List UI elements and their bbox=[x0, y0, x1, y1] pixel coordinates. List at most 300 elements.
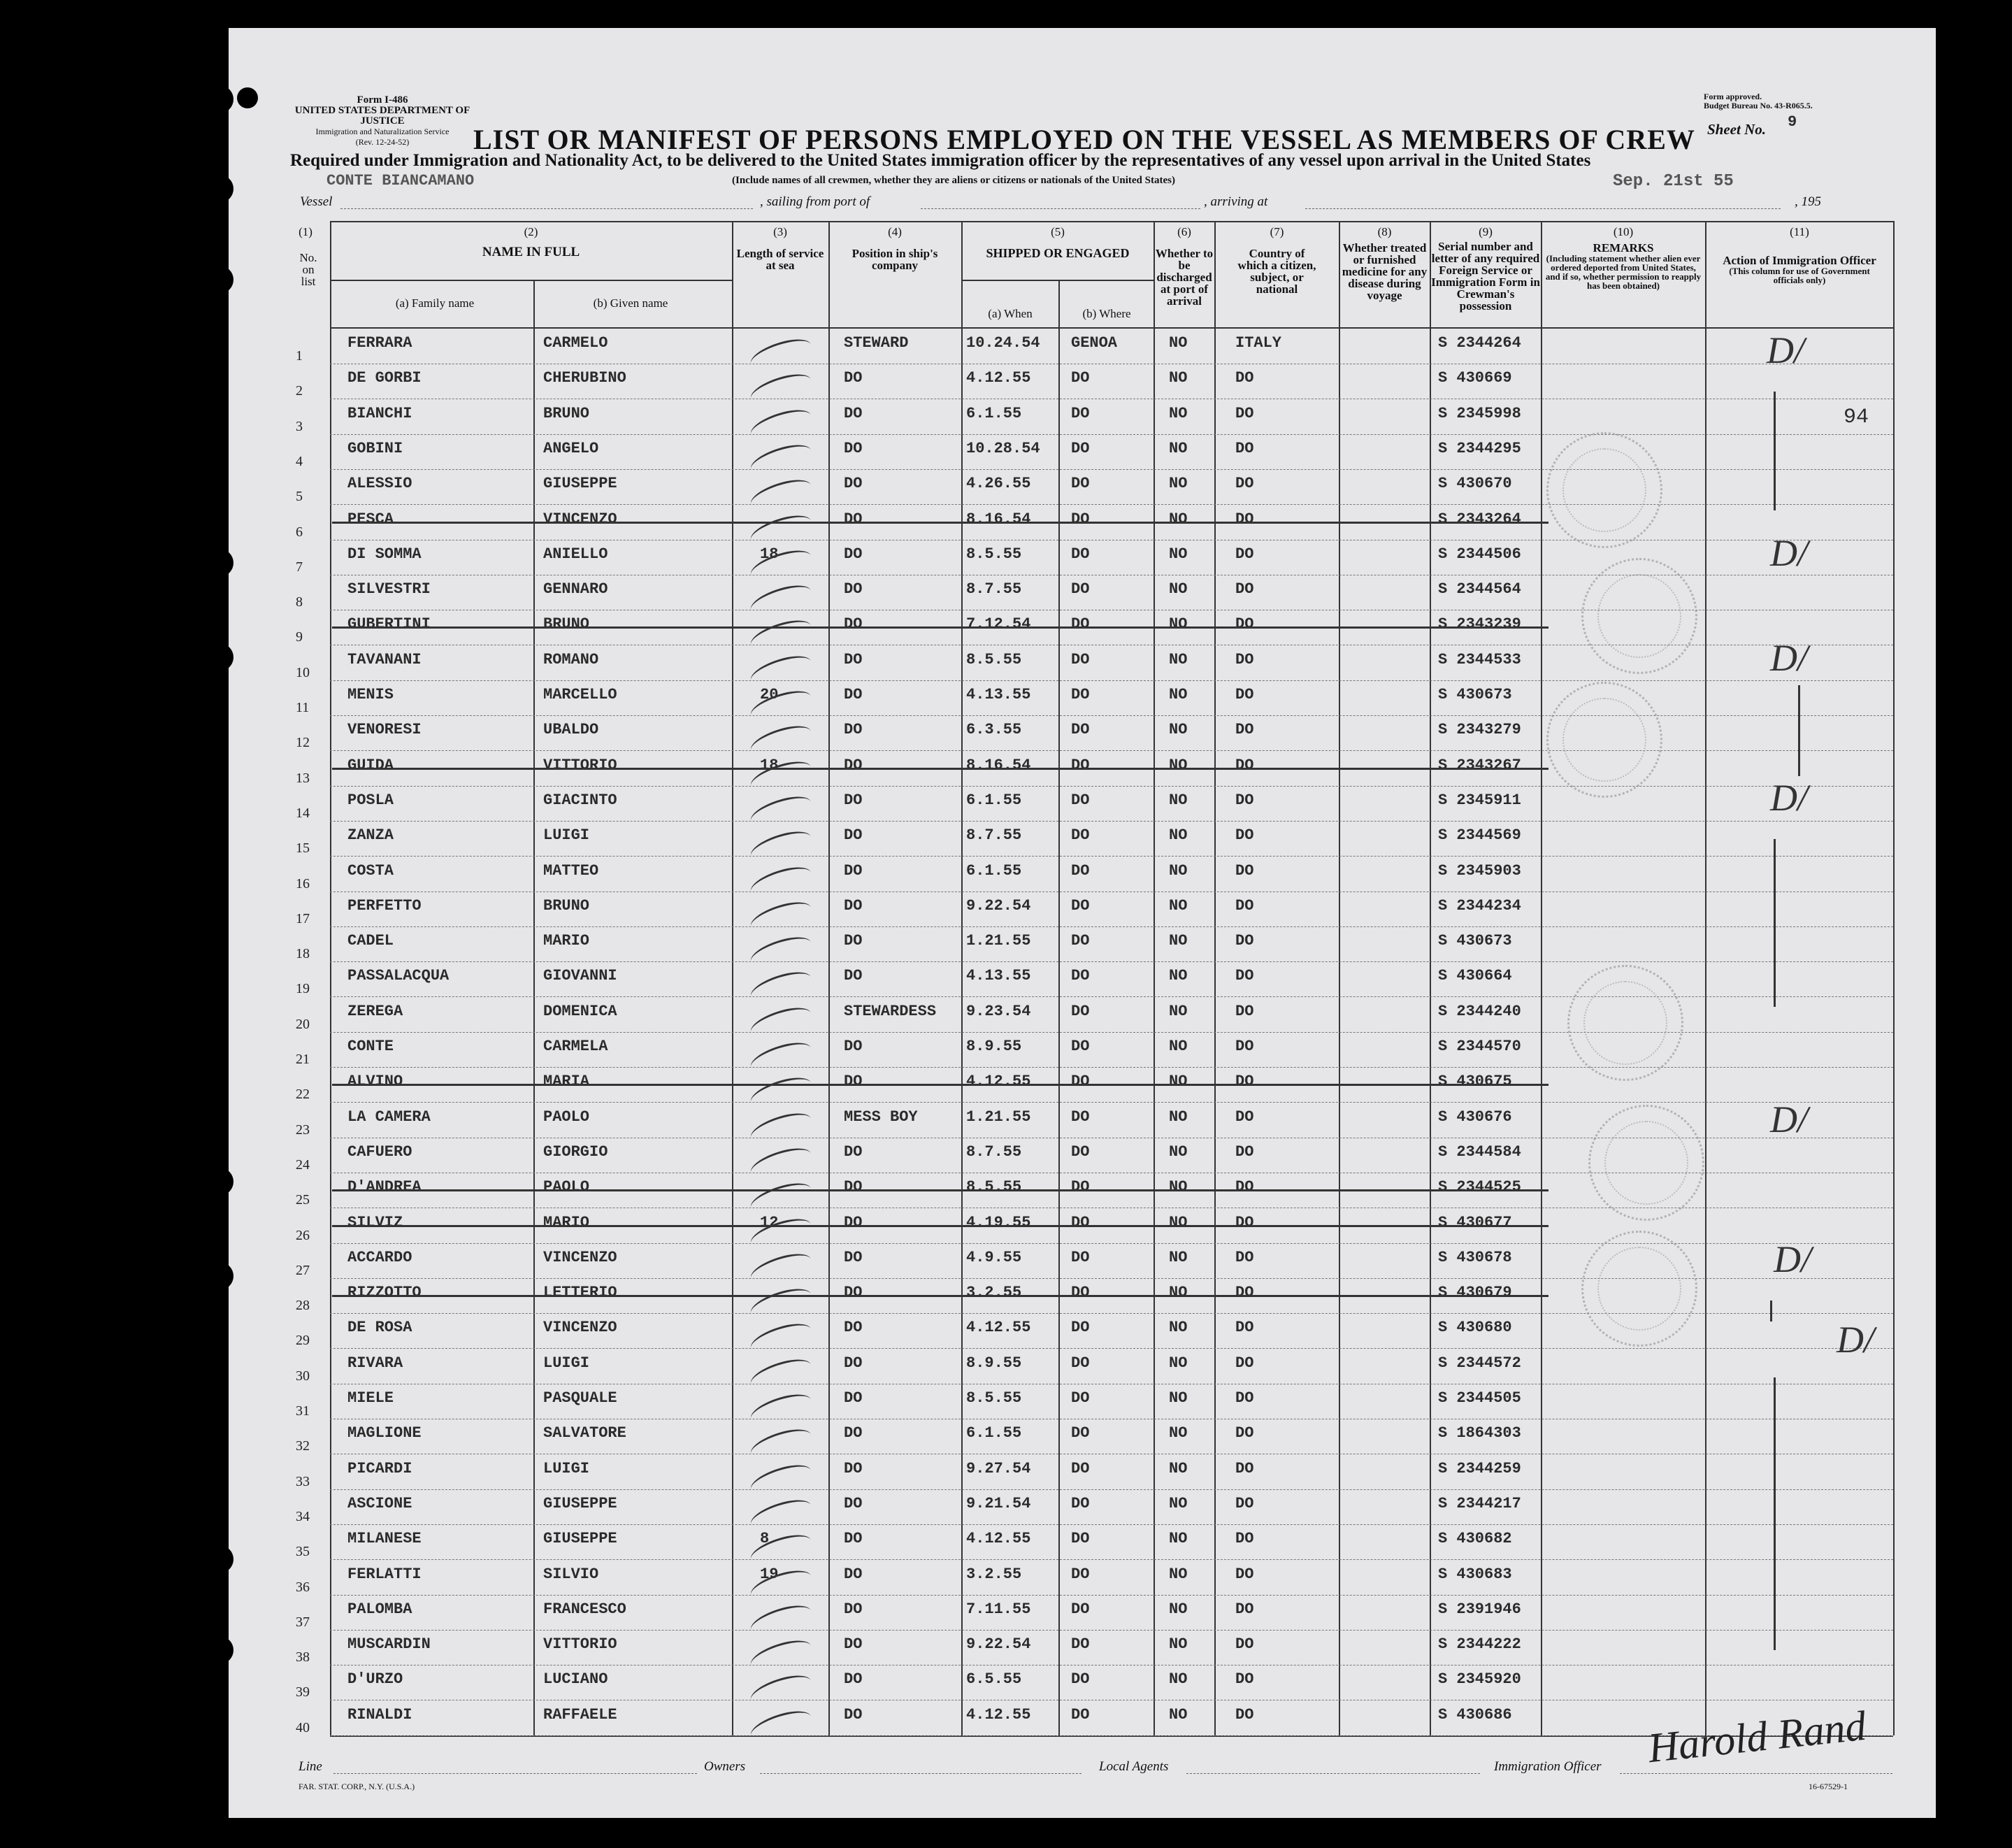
cell-family: MIELE bbox=[347, 1389, 394, 1407]
cell-given: GIUSEPPE bbox=[543, 1494, 617, 1512]
punch-hole bbox=[206, 175, 233, 203]
cell-where: DO bbox=[1071, 1038, 1090, 1055]
table-row bbox=[229, 434, 1936, 470]
col-label: Serial number and letter of any required Foreign Service or Immigration Form in Crewman's possession bbox=[1431, 240, 1540, 313]
table-row bbox=[229, 821, 1936, 857]
table-row bbox=[229, 1067, 1936, 1103]
cell-when: 4.9.55 bbox=[966, 1248, 1022, 1266]
officer-signature: Harold Rand bbox=[1646, 1702, 1869, 1772]
cell-when: 7.11.55 bbox=[966, 1600, 1031, 1618]
cell-family: PALOMBA bbox=[347, 1600, 412, 1618]
row-number: 8 bbox=[296, 594, 303, 610]
cell-given: BRUNO bbox=[543, 404, 590, 422]
cell-family: ZANZA bbox=[347, 826, 394, 845]
cell-when: 6.1.55 bbox=[966, 1424, 1022, 1442]
cell-country: DO bbox=[1235, 756, 1254, 774]
col-no-header bbox=[285, 226, 326, 287]
col-number: (5) bbox=[1051, 225, 1065, 238]
cell-pos: DO bbox=[844, 1600, 863, 1618]
cell-when: 8.16.54 bbox=[966, 510, 1031, 528]
cell-country: DO bbox=[1235, 510, 1254, 528]
cell-family: TAVANANI bbox=[347, 650, 422, 668]
cell-pos: DO bbox=[844, 1635, 863, 1654]
cell-given: PAOLO bbox=[543, 1108, 590, 1126]
cell-when: 8.7.55 bbox=[966, 580, 1022, 599]
cell-where: DO bbox=[1071, 1424, 1090, 1442]
cell-when: 8.7.55 bbox=[966, 1143, 1022, 1161]
cell-country: DO bbox=[1235, 826, 1254, 845]
cell-serial: S 2344569 bbox=[1438, 826, 1521, 845]
cell-disch: NO bbox=[1169, 475, 1188, 493]
name-subheader-rule bbox=[330, 280, 732, 281]
col-name-header bbox=[330, 226, 732, 258]
cell-disch: NO bbox=[1169, 1600, 1188, 1618]
cell-disch: NO bbox=[1169, 1565, 1188, 1583]
table-row bbox=[229, 680, 1936, 716]
cell-disch: NO bbox=[1169, 1284, 1188, 1302]
cell-when: 9.22.54 bbox=[966, 1635, 1031, 1654]
cell-serial: S 430675 bbox=[1438, 1073, 1512, 1091]
cell-family: MUSCARDIN bbox=[347, 1635, 431, 1654]
cell-svc: 18 bbox=[760, 545, 779, 563]
cell-family: D'ANDREA bbox=[347, 1178, 422, 1196]
cell-where: DO bbox=[1071, 1073, 1090, 1091]
cell-pos: DO bbox=[844, 1248, 863, 1266]
cell-pos: DO bbox=[844, 1284, 863, 1302]
cell-where: DO bbox=[1071, 1635, 1090, 1654]
cell-given: ANGELO bbox=[543, 439, 599, 457]
row-number: 40 bbox=[296, 1719, 310, 1735]
cell-family: GOBINI bbox=[347, 439, 403, 457]
col-action-header bbox=[1707, 226, 1892, 285]
cell-serial: S 2345998 bbox=[1438, 404, 1521, 422]
table-row bbox=[229, 1630, 1936, 1666]
row-number: 24 bbox=[296, 1156, 310, 1173]
cell-where: DO bbox=[1071, 1494, 1090, 1512]
cell-country: DO bbox=[1235, 1002, 1254, 1020]
cell-where: DO bbox=[1071, 1213, 1090, 1231]
page-subtitle: Required under Immigration and Nationality Act, to be delivered to the United States immigration officer by the representatives of any vessel upon arrival in the United States bbox=[290, 151, 1591, 170]
cell-where: DO bbox=[1071, 580, 1090, 599]
table-row bbox=[229, 1524, 1936, 1560]
cell-disch: NO bbox=[1169, 1635, 1188, 1654]
cell-when: 4.12.55 bbox=[966, 1530, 1031, 1548]
table-row bbox=[229, 469, 1936, 505]
cell-serial: S 430676 bbox=[1438, 1108, 1512, 1126]
action-bracket bbox=[1770, 1301, 1772, 1321]
cell-when: 8.5.55 bbox=[966, 545, 1022, 563]
action-bracket bbox=[1774, 392, 1776, 510]
cell-pos: DO bbox=[844, 404, 863, 422]
cell-family: ACCARDO bbox=[347, 1248, 412, 1266]
cell-serial: S 430673 bbox=[1438, 686, 1512, 703]
cell-pos: DO bbox=[844, 650, 863, 668]
cell-pos: DO bbox=[844, 967, 863, 985]
punch-hole bbox=[237, 87, 258, 108]
cell-serial: S 2344264 bbox=[1438, 334, 1521, 352]
cell-pos: DO bbox=[844, 756, 863, 774]
cell-country: DO bbox=[1235, 1670, 1254, 1689]
col-number: (4) bbox=[888, 225, 902, 238]
strike-through-line bbox=[332, 1189, 1548, 1191]
cell-country: DO bbox=[1235, 1319, 1254, 1337]
col-discharge-header bbox=[1155, 226, 1214, 307]
cell-country: DO bbox=[1235, 1459, 1254, 1477]
cell-svc: 20 bbox=[760, 686, 779, 703]
table-row bbox=[229, 399, 1936, 435]
cell-family: CADEL bbox=[347, 932, 394, 950]
col-label: Action of Immigration Officer bbox=[1723, 254, 1876, 267]
cell-given: DOMENICA bbox=[543, 1002, 617, 1020]
row-number: 18 bbox=[296, 946, 310, 962]
strike-through-line bbox=[332, 1295, 1548, 1297]
cell-disch: NO bbox=[1169, 1002, 1188, 1020]
cell-where: GENOA bbox=[1071, 334, 1118, 352]
action-mark: D/ bbox=[1774, 1238, 1811, 1280]
row-number: 34 bbox=[296, 1508, 310, 1524]
cell-given: GIUSEPPE bbox=[543, 475, 617, 493]
cell-pos: DO bbox=[844, 580, 863, 599]
cell-given: GENNARO bbox=[543, 580, 608, 599]
col-given-header: (b) Given name bbox=[593, 296, 668, 310]
cell-where: DO bbox=[1071, 1002, 1090, 1020]
cell-disch: NO bbox=[1169, 1530, 1188, 1548]
cell-serial: S 2344506 bbox=[1438, 545, 1521, 563]
cell-pos: DO bbox=[844, 1073, 863, 1091]
cell-given: ROMANO bbox=[543, 650, 599, 668]
table-row bbox=[229, 891, 1936, 927]
cell-family: POSLA bbox=[347, 791, 394, 809]
cell-when: 9.27.54 bbox=[966, 1459, 1031, 1477]
cell-when: 4.13.55 bbox=[966, 967, 1031, 985]
cell-serial: S 2344295 bbox=[1438, 439, 1521, 457]
consular-stamp bbox=[1546, 432, 1662, 548]
footer-officer-rule bbox=[1620, 1773, 1892, 1774]
cell-when: 9.21.54 bbox=[966, 1494, 1031, 1512]
cell-serial: S 430682 bbox=[1438, 1530, 1512, 1548]
cell-given: BRUNO bbox=[543, 896, 590, 915]
col-number: (9) bbox=[1479, 225, 1493, 238]
table-row bbox=[229, 1560, 1936, 1596]
row-number: 36 bbox=[296, 1579, 310, 1595]
row-number: 35 bbox=[296, 1544, 310, 1560]
cell-where: DO bbox=[1071, 615, 1090, 633]
cell-where: DO bbox=[1071, 1389, 1090, 1407]
cell-country: DO bbox=[1235, 932, 1254, 950]
cell-country: DO bbox=[1235, 1389, 1254, 1407]
cell-serial: S 430678 bbox=[1438, 1248, 1512, 1266]
row-number: 23 bbox=[296, 1122, 310, 1138]
cell-serial: S 2343267 bbox=[1438, 756, 1521, 774]
table-row bbox=[229, 1419, 1936, 1454]
sailing-label: , sailing from port of bbox=[760, 194, 870, 209]
service: Immigration and Naturalization Service bbox=[315, 127, 450, 136]
cell-disch: NO bbox=[1169, 369, 1188, 387]
row-number: 39 bbox=[296, 1684, 310, 1700]
cell-when: 4.12.55 bbox=[966, 1319, 1031, 1337]
cell-where: DO bbox=[1071, 1319, 1090, 1337]
form-approved: Form approved. bbox=[1704, 92, 1762, 101]
cell-when: 4.12.55 bbox=[966, 1705, 1031, 1724]
cell-disch: NO bbox=[1169, 1213, 1188, 1231]
col-shipped-header bbox=[963, 226, 1153, 259]
col-number: (7) bbox=[1270, 225, 1284, 238]
cell-family: LA CAMERA bbox=[347, 1108, 431, 1126]
cell-given: VINCENZO bbox=[543, 510, 617, 528]
cell-country: DO bbox=[1235, 650, 1254, 668]
cell-pos: DO bbox=[844, 1213, 863, 1231]
cell-serial: S 2345920 bbox=[1438, 1670, 1521, 1689]
cell-disch: NO bbox=[1169, 580, 1188, 599]
row-number: 22 bbox=[296, 1087, 310, 1103]
row-number: 31 bbox=[296, 1403, 310, 1419]
arriving-underline bbox=[1305, 208, 1781, 209]
cell-given: ANIELLO bbox=[543, 545, 608, 563]
cell-country: DO bbox=[1235, 1178, 1254, 1196]
cell-when: 7.12.54 bbox=[966, 615, 1031, 633]
revision: (Rev. 12-24-52) bbox=[355, 137, 410, 147]
col-length-header bbox=[733, 226, 827, 271]
consular-stamp bbox=[1588, 1105, 1704, 1221]
table-row bbox=[229, 1595, 1936, 1631]
cell-pos: DO bbox=[844, 439, 863, 457]
row-number: 33 bbox=[296, 1473, 310, 1489]
cell-pos: DO bbox=[844, 615, 863, 633]
cell-pos: DO bbox=[844, 1494, 863, 1512]
cell-country: DO bbox=[1235, 615, 1254, 633]
vessel-name: CONTE BIANCAMANO bbox=[326, 172, 475, 189]
row-number: 27 bbox=[296, 1262, 310, 1278]
cell-serial: S 430669 bbox=[1438, 369, 1512, 387]
cell-where: DO bbox=[1071, 1600, 1090, 1618]
consular-stamp bbox=[1581, 558, 1697, 674]
cell-given: CHERUBINO bbox=[543, 369, 626, 387]
cell-where: DO bbox=[1071, 545, 1090, 563]
row-number: 3 bbox=[296, 418, 303, 434]
cell-given: PASQUALE bbox=[543, 1389, 617, 1407]
cell-given: GIORGIO bbox=[543, 1143, 608, 1161]
row-number: 20 bbox=[296, 1016, 310, 1032]
col-number: (3) bbox=[773, 225, 787, 238]
cell-disch: NO bbox=[1169, 686, 1188, 703]
cell-country: DO bbox=[1235, 1073, 1254, 1091]
cell-disch: NO bbox=[1169, 756, 1188, 774]
cell-family: PICARDI bbox=[347, 1459, 412, 1477]
cell-pos: DO bbox=[844, 791, 863, 809]
cell-serial: S 2344570 bbox=[1438, 1038, 1521, 1055]
footer-agents-label: Local Agents bbox=[1099, 1759, 1169, 1774]
table-row bbox=[229, 715, 1936, 751]
cell-family: ALVINO bbox=[347, 1073, 403, 1091]
strike-through-line bbox=[332, 626, 1548, 629]
cell-given: GIOVANNI bbox=[543, 967, 617, 985]
cell-where: DO bbox=[1071, 1565, 1090, 1583]
table-row bbox=[229, 961, 1936, 997]
row-number: 26 bbox=[296, 1227, 310, 1243]
cell-disch: NO bbox=[1169, 404, 1188, 422]
cell-country: DO bbox=[1235, 1038, 1254, 1055]
cell-pos: DO bbox=[844, 1389, 863, 1407]
cell-pos: DO bbox=[844, 545, 863, 563]
table-row bbox=[229, 857, 1936, 892]
col-country-header bbox=[1216, 226, 1338, 295]
cell-country: DO bbox=[1235, 1705, 1254, 1724]
strike-through-line bbox=[332, 522, 1548, 524]
cell-svc: 18 bbox=[760, 756, 779, 774]
cell-disch: NO bbox=[1169, 545, 1188, 563]
cell-when: 6.1.55 bbox=[966, 861, 1022, 880]
cell-pos: DO bbox=[844, 369, 863, 387]
cell-when: 9.23.54 bbox=[966, 1002, 1031, 1020]
cell-pos: DO bbox=[844, 686, 863, 703]
cell-when: 8.9.55 bbox=[966, 1354, 1022, 1372]
printer-imprint: FAR. STAT. CORP., N.Y. (U.S.A.) bbox=[299, 1782, 415, 1791]
cell-country: DO bbox=[1235, 1494, 1254, 1512]
row-number: 17 bbox=[296, 910, 310, 926]
cell-disch: NO bbox=[1169, 1354, 1188, 1372]
row-number: 14 bbox=[296, 805, 310, 821]
cell-disch: NO bbox=[1169, 1670, 1188, 1689]
table-top-rule bbox=[330, 221, 1893, 222]
cell-where: DO bbox=[1071, 1670, 1090, 1689]
row-number: 37 bbox=[296, 1614, 310, 1630]
cell-where: DO bbox=[1071, 369, 1090, 387]
action-mark: D/ bbox=[1770, 777, 1808, 819]
col-label: Whether treated or furnished medicine for any disease during voyage bbox=[1342, 241, 1428, 302]
form-header-left bbox=[292, 95, 473, 148]
cell-disch: NO bbox=[1169, 1073, 1188, 1091]
budget-number: Budget Bureau No. 43-R065.5. bbox=[1704, 101, 1813, 110]
table-row bbox=[229, 329, 1936, 364]
table-row bbox=[229, 1489, 1936, 1525]
row-number: 1 bbox=[296, 348, 303, 364]
cell-where: DO bbox=[1071, 1108, 1090, 1126]
cell-serial: S 2344572 bbox=[1438, 1354, 1521, 1372]
cell-pos: DO bbox=[844, 826, 863, 845]
cell-when: 3.2.55 bbox=[966, 1565, 1022, 1583]
cell-svc: 19 bbox=[760, 1565, 779, 1583]
table-row bbox=[229, 926, 1936, 962]
cell-family: DE ROSA bbox=[347, 1319, 412, 1337]
cell-disch: NO bbox=[1169, 932, 1188, 950]
cell-when: 8.7.55 bbox=[966, 826, 1022, 845]
col-number: (10) bbox=[1613, 225, 1634, 238]
row-number: 6 bbox=[296, 524, 303, 540]
cell-pos: DO bbox=[844, 475, 863, 493]
cell-serial: S 430686 bbox=[1438, 1705, 1512, 1724]
row-number: 5 bbox=[296, 489, 303, 505]
cell-where: DO bbox=[1071, 967, 1090, 985]
sheet-number: 9 bbox=[1788, 113, 1797, 131]
cell-serial: S 2344505 bbox=[1438, 1389, 1521, 1407]
arriving-label: , arriving at bbox=[1204, 194, 1268, 209]
cell-when: 4.26.55 bbox=[966, 475, 1031, 493]
action-mark: D/ bbox=[1767, 329, 1804, 371]
consular-stamp bbox=[1581, 1231, 1697, 1347]
table-row bbox=[229, 751, 1936, 787]
row-number: 38 bbox=[296, 1649, 310, 1666]
cell-pos: DO bbox=[844, 1143, 863, 1161]
footer-line-label: Line bbox=[299, 1759, 322, 1774]
cell-where: DO bbox=[1071, 1143, 1090, 1161]
cell-disch: NO bbox=[1169, 1248, 1188, 1266]
include-note: (Include names of all crewmen, whether they are aliens or citizens or nationals of the United States) bbox=[732, 175, 1175, 186]
cell-given: RAFFAELE bbox=[543, 1705, 617, 1724]
row-number: 16 bbox=[296, 875, 310, 891]
cell-serial: S 2344584 bbox=[1438, 1143, 1521, 1161]
cell-family: ALESSIO bbox=[347, 475, 412, 493]
cell-serial: S 2343279 bbox=[1438, 721, 1521, 739]
cell-family: DI SOMMA bbox=[347, 545, 422, 563]
cell-where: DO bbox=[1071, 861, 1090, 880]
cell-pos: DO bbox=[844, 1705, 863, 1724]
cell-given: BRUNO bbox=[543, 615, 590, 633]
strike-through-line bbox=[332, 1225, 1548, 1227]
cell-where: DO bbox=[1071, 404, 1090, 422]
punch-hole bbox=[206, 85, 233, 113]
cell-given: CARMELO bbox=[543, 334, 608, 352]
cell-family: RIVARA bbox=[347, 1354, 403, 1372]
col-remarks-header bbox=[1543, 226, 1704, 290]
cell-pos: STEWARD bbox=[844, 334, 909, 352]
col-position-header bbox=[830, 226, 960, 271]
cell-country: DO bbox=[1235, 861, 1254, 880]
cell-when: 4.13.55 bbox=[966, 686, 1031, 703]
strike-through-line bbox=[332, 768, 1548, 770]
col-when-header: (a) When bbox=[988, 307, 1033, 320]
cell-pos: DO bbox=[844, 721, 863, 739]
cell-where: DO bbox=[1071, 932, 1090, 950]
col-number: (11) bbox=[1790, 225, 1809, 238]
cell-country: DO bbox=[1235, 1530, 1254, 1548]
cell-where: DO bbox=[1071, 1178, 1090, 1196]
row-number: 30 bbox=[296, 1368, 310, 1384]
cell-when: 6.5.55 bbox=[966, 1670, 1022, 1689]
cell-pos: DO bbox=[844, 1178, 863, 1196]
cell-when: 3.2.55 bbox=[966, 1284, 1022, 1302]
footer-officer-label: Immigration Officer bbox=[1494, 1759, 1602, 1774]
cell-given: FRANCESCO bbox=[543, 1600, 626, 1618]
cell-pos: DO bbox=[844, 1319, 863, 1337]
cell-where: DO bbox=[1071, 826, 1090, 845]
row-number: 13 bbox=[296, 770, 310, 786]
cell-serial: S 2344259 bbox=[1438, 1459, 1521, 1477]
cell-given: PAOLO bbox=[543, 1178, 590, 1196]
cell-family: MENIS bbox=[347, 686, 394, 703]
cell-where: DO bbox=[1071, 1354, 1090, 1372]
col-label: REMARKS bbox=[1593, 241, 1654, 255]
col-serial-header bbox=[1431, 226, 1540, 312]
cell-family: ASCIONE bbox=[347, 1494, 412, 1512]
col-label: Length of service at sea bbox=[736, 247, 824, 272]
cell-country: DO bbox=[1235, 545, 1254, 563]
sheet-label: Sheet No. bbox=[1707, 121, 1766, 138]
consular-stamp bbox=[1567, 965, 1683, 1081]
cell-svc: 8 bbox=[760, 1530, 770, 1548]
margin-note: 94 bbox=[1844, 406, 1869, 429]
cell-given: CARMELA bbox=[543, 1038, 608, 1055]
cell-serial: S 2344240 bbox=[1438, 1002, 1521, 1020]
cell-given: VINCENZO bbox=[543, 1319, 617, 1337]
cell-when: 1.21.55 bbox=[966, 1108, 1031, 1126]
cell-given: GIACINTO bbox=[543, 791, 617, 809]
cell-serial: S 2344217 bbox=[1438, 1494, 1521, 1512]
cell-family: D'URZO bbox=[347, 1670, 403, 1689]
cell-disch: NO bbox=[1169, 1178, 1188, 1196]
cell-where: DO bbox=[1071, 1705, 1090, 1724]
cell-serial: S 2344222 bbox=[1438, 1635, 1521, 1654]
cell-country: DO bbox=[1235, 1284, 1254, 1302]
